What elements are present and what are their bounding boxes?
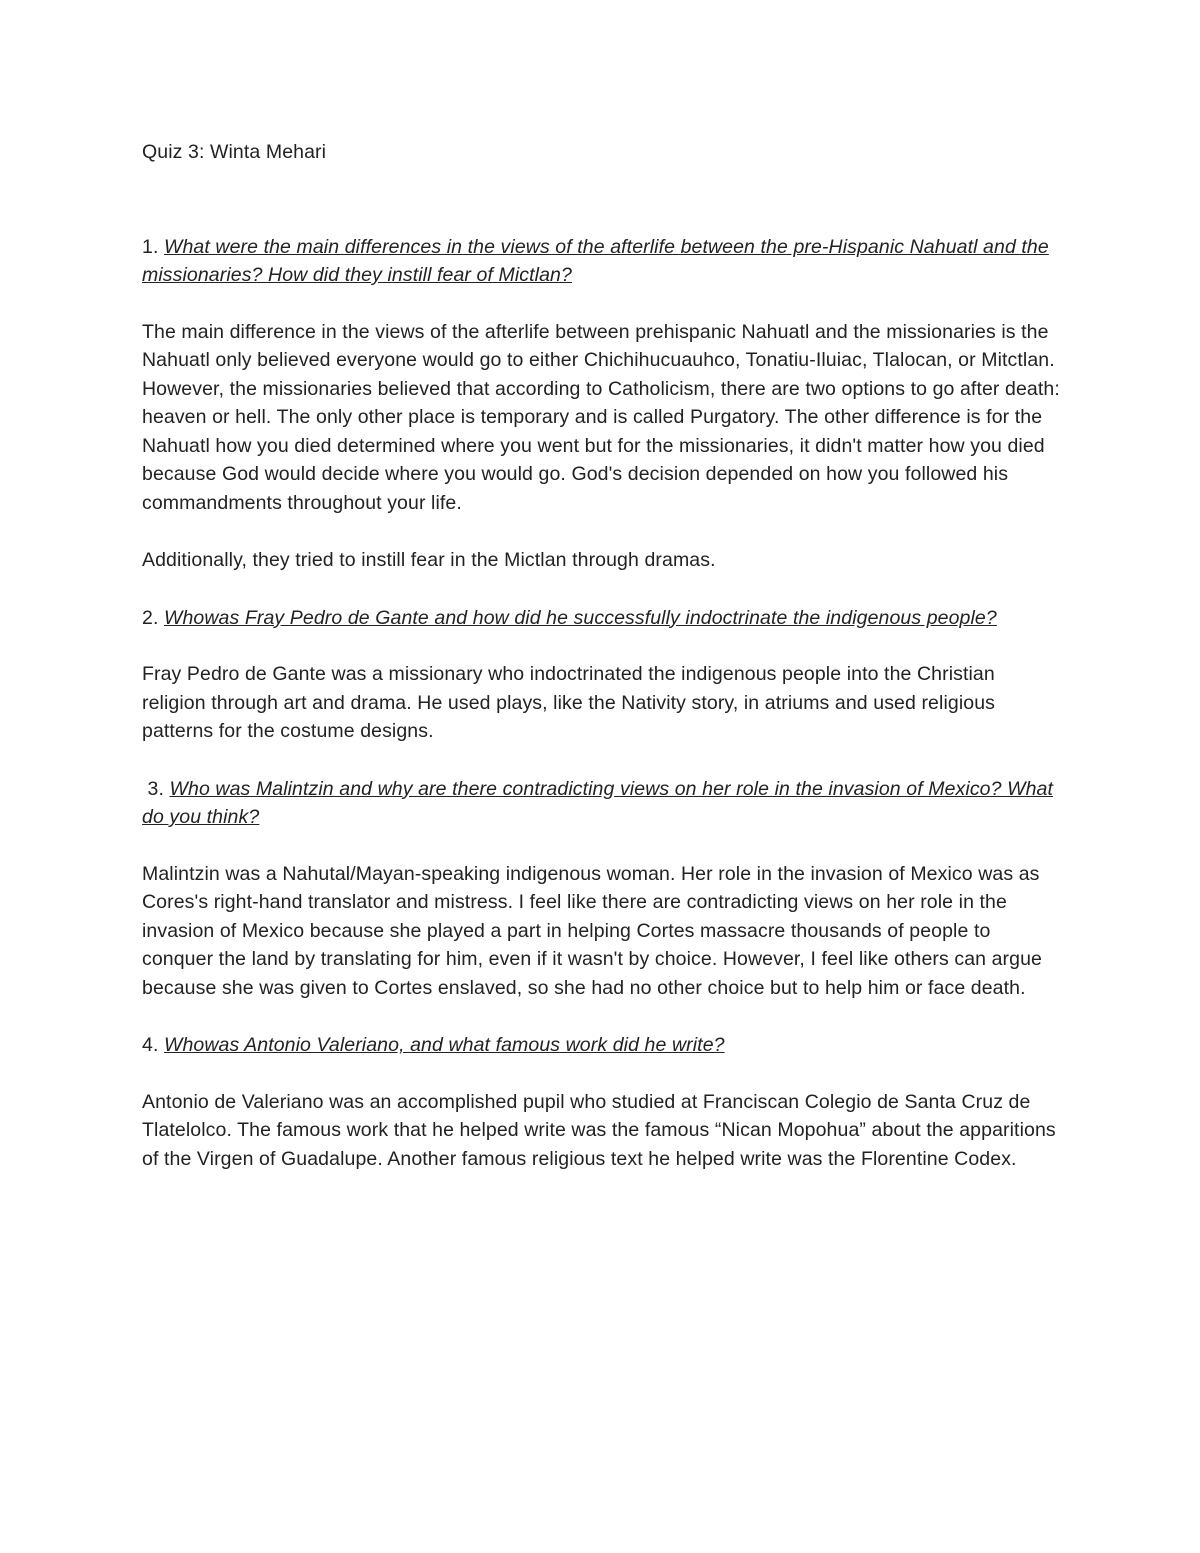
document-title: Quiz 3: Winta Mehari	[142, 141, 327, 163]
question-text: Who was Malintzin and why are there contradicting views on her role in the invasion of Mexico? What do you think?	[142, 777, 1053, 828]
question-text: Whowas Fray Pedro de Gante and how did he successfully indoctrinate the indigenous people?	[163, 606, 997, 629]
answer-1-paragraph-1: The main difference in the views of the afterlife between prehispanic Nahuatl and the missionaries is the Nahuatl only believed everyone would go to either Chichihucuauhco, Tonatiu-Iluiac, Tlalocan, or Mitctlan. However, the missionaries believed that according to Catholicism, there are two options to go after death: heaven or hell. The only other place is temporary and is called Purgatory. The other difference is for the Nahuatl how you died determined where you went but for the missionaries, it didn't matter how you died because God would decide where you would go. God's decision depended on how you followed his commandments throughout your life.	[142, 320, 1060, 514]
question-number: 1.	[142, 235, 164, 258]
answer-2-paragraph-1: Fray Pedro de Gante was a missionary who indoctrinated the indigenous people into the Christian religion through art and drama. He used plays, like the Nativity story, in atriums and used religious patterns for the costume designs.	[142, 663, 995, 742]
answer-3-paragraph-1: Malintzin was a Nahutal/Mayan-speaking indigenous woman. Her role in the invasion of Mexico was as Cores's right-hand translator and mistress. I feel like there are contradicting views on her role in the invasion of Mexico because she played a part in helping Cortes massacre thousands of people to conquer the land by translating for him, even if it wasn't by choice. However, I feel like others can argue because she was given to Cortes enslaved, so she had no other choice but to help him or face death.	[142, 862, 1042, 999]
question-2	[142, 604, 1062, 633]
question-text: What were the main differences in the views of the afterlife between the pre-Hispanic Nahuatl and the missionaries? How did they instill fear of Mictlan?	[142, 235, 1049, 286]
question-number: 4.	[142, 1034, 164, 1056]
question-3	[142, 775, 1062, 832]
document-page	[142, 138, 1062, 1202]
question-1	[142, 233, 1062, 290]
question-number: 3.	[142, 777, 170, 800]
answer-1-paragraph-2: Additionally, they tried to instill fear in the Mictlan through dramas.	[142, 549, 716, 571]
question-number: 2.	[142, 606, 164, 629]
question-text: Whowas Antonio Valeriano, and what famous work did he write?	[163, 1034, 725, 1056]
answer-4-paragraph-1: Antonio de Valeriano was an accomplished pupil who studied at Franciscan Colegio de Santa Cruz de Tlatelolco. The famous work that he helped write was the famous “Nican Mopohua” about the apparitions of the Virgen of Guadalupe. Another famous religious text he helped write was the Florentine Codex.	[142, 1090, 1056, 1170]
question-4	[142, 1031, 1062, 1060]
